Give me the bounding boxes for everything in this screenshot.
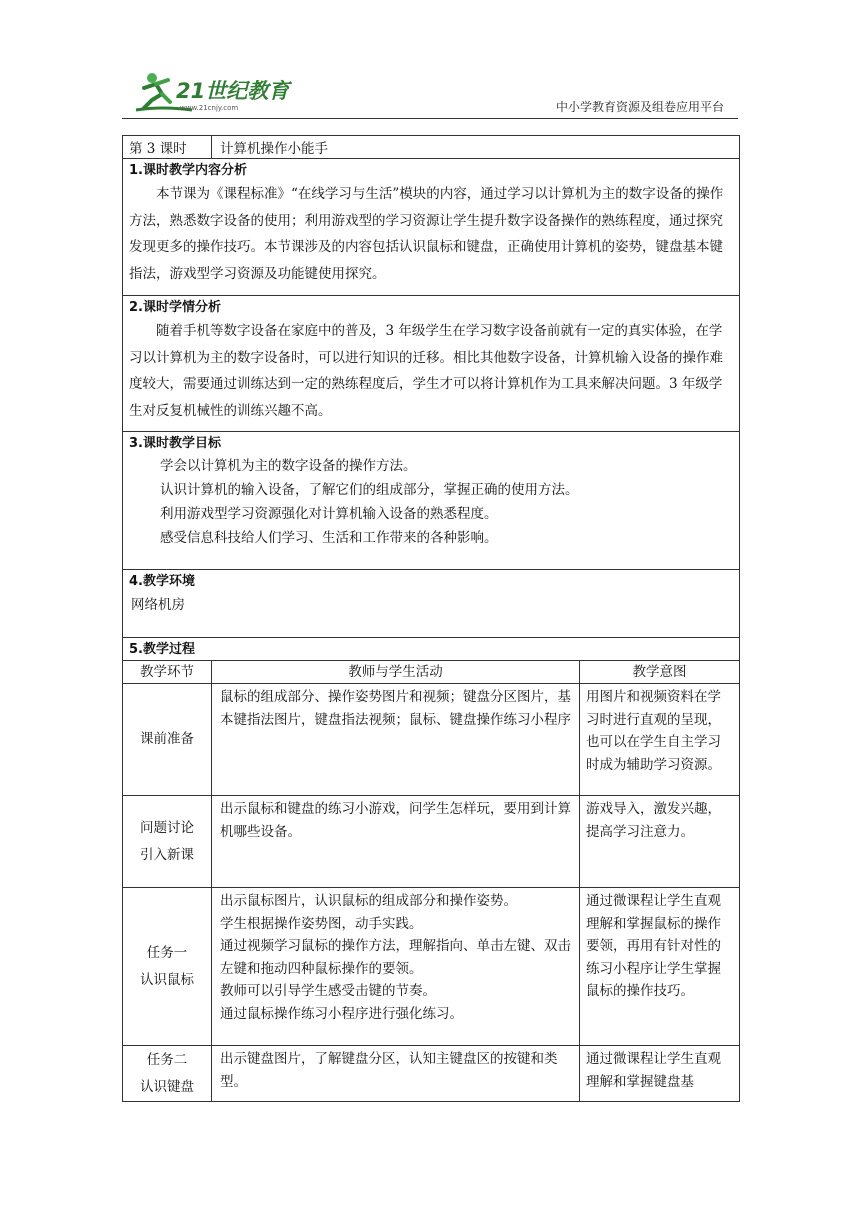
objective-item: 认识计算机的输入设备，了解它们的组成部分，掌握正确的使用方法。	[160, 482, 579, 498]
activity-text: 出示鼠标图片，认识鼠标的组成部分和操作姿势。	[220, 893, 517, 909]
column-header: 教学意图	[580, 661, 740, 684]
stage-label: 认识键盘	[140, 1078, 194, 1095]
logo	[122, 66, 292, 116]
content-analysis-body: 本节课为《课程标准》“在线学习与生活”模块的内容，通过学习以计算机为主的数字设备的操作方法，熟悉数字设备的使用；利用游戏型的学习资源让学生提升数字设备操作的熟练程度，通过探究发现更多的操作技巧。本节课涉及的内容包括认识鼠标和键盘，正确使用计算机的姿势，键盘基本键指法，游戏型学习资源及功能键使用探究。	[129, 186, 724, 282]
content-analysis-section	[123, 159, 740, 296]
activity-text: 教师可以引导学生感受击键的节奏。	[220, 983, 436, 999]
student-analysis-section	[123, 296, 740, 432]
objective-item: 学会以计算机为主的数字设备的操作方法。	[160, 458, 417, 474]
activity-cell	[212, 796, 580, 888]
environment-section	[123, 570, 740, 638]
process-title: 5.教学过程	[129, 642, 195, 657]
objectives-title: 3.课时教学目标	[129, 436, 221, 451]
stage-label: 任务一	[146, 944, 188, 961]
process-section	[123, 638, 740, 661]
table-row	[123, 684, 740, 796]
stage-label: 课前准备	[140, 731, 194, 747]
stage-label: 任务二	[146, 1051, 188, 1068]
activity-cell	[212, 888, 580, 1046]
table-row	[123, 796, 740, 888]
activity-text: 通过视频学习鼠标的操作方法，理解指向、单击左键、双击左键和拖动四种鼠标操作的要领。	[220, 938, 571, 977]
column-header: 教师与学生活动	[212, 661, 580, 684]
activity-text: 出示键盘图片，了解键盘分区，认知主键盘区的按键和类型。	[220, 1051, 558, 1090]
lesson-number: 第 3 课时	[123, 136, 212, 159]
student-analysis-title: 2.课时学情分析	[129, 300, 221, 315]
intent-cell: 通过微课程让学生直观理解和掌握鼠标的操作要领，再用有针对性的练习小程序让学生掌握鼠标的操作技巧。	[580, 888, 740, 1046]
stage-label: 问题讨论	[140, 819, 194, 836]
platform-name: 中小学教育资源及组卷应用平台	[555, 100, 724, 114]
environment-title: 4.教学环境	[129, 574, 195, 589]
runner-logo-icon	[122, 66, 292, 116]
intent-cell: 通过微课程让学生直观理解和掌握键盘基	[580, 1046, 740, 1102]
stage-cell	[123, 796, 212, 888]
stage-cell	[123, 888, 212, 1046]
objectives-list	[123, 454, 739, 550]
activity-text: 鼠标的组成部分、操作姿势图片和视频；键盘分区图片，基本键指法图片，键盘指法视频；鼠标、键盘操作练习小程序	[220, 689, 571, 728]
content-analysis-title: 1.课时教学内容分析	[129, 163, 247, 178]
activity-cell	[212, 1046, 580, 1102]
intent-cell: 用图片和视频资料在学习时进行直观的呈现，也可以在学生自主学习时成为辅助学习资源。	[580, 684, 740, 796]
objective-item: 利用游戏型学习资源强化对计算机输入设备的熟悉程度。	[160, 506, 498, 522]
objectives-section	[123, 432, 740, 570]
process-header-row	[123, 661, 740, 684]
page-header	[122, 66, 738, 119]
intent-cell: 游戏导入，激发兴趣，提高学习注意力。	[580, 796, 740, 888]
activity-text: 出示鼠标和键盘的练习小游戏，问学生怎样玩，要用到计算机哪些设备。	[220, 801, 571, 840]
lesson-title: 计算机操作小能手	[212, 136, 740, 159]
stage-cell	[123, 684, 212, 796]
table-row	[123, 888, 740, 1046]
stage-label: 认识鼠标	[140, 971, 194, 988]
logo-text: 21世纪教育	[176, 79, 290, 103]
stage-cell	[123, 1046, 212, 1102]
student-analysis-body: 随着手机等数字设备在家庭中的普及，3 年级学生在学习数字设备前就有一定的真实体验，在学习以计算机为主的数字设备时，可以进行知识的迁移。相比其他数字设备，计算机输入设备的操作难度较大，需要通过训练达到一定的熟练程度后，学生才可以将计算机作为工具来解决问题。3 年级学生对反复机械性的训练兴趣不高。	[129, 323, 723, 419]
logo-url: www.21cnjy.com	[180, 104, 239, 112]
activity-text: 通过鼠标操作练习小程序进行强化练习。	[220, 1005, 463, 1022]
environment-body: 网络机房	[131, 597, 185, 613]
lesson-plan-table	[122, 135, 740, 1102]
activity-cell	[212, 684, 580, 796]
activity-text: 学生根据操作姿势图，动手实践。	[220, 915, 423, 932]
column-header: 教学环节	[123, 661, 212, 684]
objective-item: 感受信息科技给人们学习、生活和工作带来的各种影响。	[160, 530, 498, 546]
table-row	[123, 1046, 740, 1102]
stage-label: 引入新课	[140, 846, 194, 863]
